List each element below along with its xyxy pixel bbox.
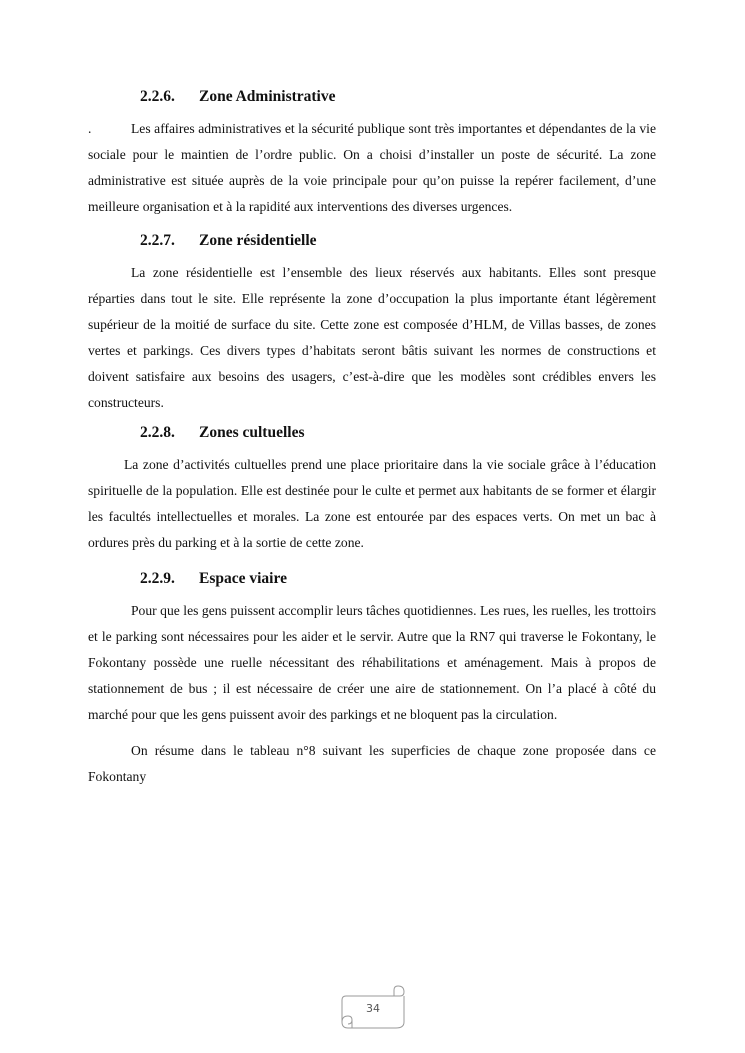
section-heading-2-2-7 (88, 230, 656, 252)
lead-mark: . (88, 121, 92, 136)
page-number: 34 (366, 1002, 380, 1015)
section-number: 2.2.9. (140, 570, 175, 587)
section-heading-2-2-8 (88, 422, 656, 444)
section-number: 2.2.8. (140, 424, 175, 441)
section-title: Zone résidentielle (199, 232, 317, 249)
paragraph-zones-cultuelles: La zone d’activités cultuelles prend une place prioritaire dans la vie sociale grâce à l’éducation spirituelle de la population. Elle est destinée pour le culte et permet aux habitants de se former et élargir les facultés intellectuelles et morales. La zone est entourée par des espaces verts. On met un bac à ordures près du parking et à la sortie de cette zone. (88, 457, 656, 550)
page-footer (338, 982, 408, 1032)
section-number: 2.2.6. (140, 88, 175, 105)
section-heading-2-2-6 (88, 86, 656, 108)
section-title: Zone Administrative (199, 88, 336, 105)
paragraph-espace-viaire: Pour que les gens puissent accomplir leurs tâches quotidiennes. Les rues, les ruelles, les trottoirs et le parking sont nécessaires pour les aider et le servir. Autre que la RN7 qui traverse le Fokontany, le Fokontany possède une ruelle nécessitant des réhabilitations et aménagement. Mais à propos de stationnement de bus ; il est nécessaire de créer une aire de stationnement. On l’a placé à côté du marché pour que les gens puissent avoir des parkings et ne bloquent pas la circulation. (88, 603, 656, 722)
section-heading-2-2-9 (88, 568, 656, 590)
page-body (88, 86, 656, 790)
section-title: Zones cultuelles (199, 424, 305, 441)
section-title: Espace viaire (199, 570, 287, 587)
paragraph-zone-administrative (88, 116, 656, 220)
paragraph-text: Les affaires administratives et la sécurité publique sont très importantes et dépendantes de la vie sociale pour le maintien de l’ordre public. On a choisi d’installer un poste de sécurité. La zone administrative est située auprès de la voie principale pour qu’on puisse la repérer facilement, d’une meilleure organisation et à la rapidité aux interventions des diverses urgences. (88, 121, 656, 214)
paragraph-summary: On résume dans le tableau n°8 suivant les superficies de chaque zone proposée dans ce Fokontany (88, 743, 656, 784)
paragraph-zone-residentielle: La zone résidentielle est l’ensemble des lieux réservés aux habitants. Elles sont presque réparties dans tout le site. Elle représente la zone d’occupation la plus importante étant légèrement supérieur de la moitié de surface du site. Cette zone est composée d’HLM, de Villas basses, de zones vertes et parkings. Ces divers types d’habitats seront bâtis suivant les normes de constructions et doivent satisfaire aux besoins des usagers, c’est-à-dire que les modèles sont crédibles envers les constructeurs. (88, 265, 656, 410)
section-number: 2.2.7. (140, 232, 175, 249)
